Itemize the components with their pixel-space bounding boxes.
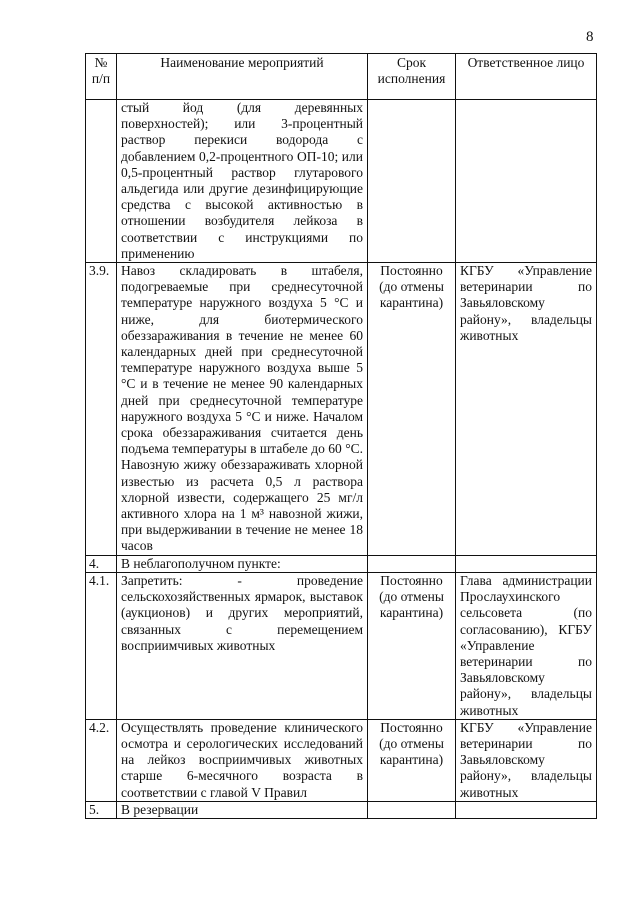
table-row: [86, 555, 597, 572]
row-term: Постоянно (до отмены карантина): [368, 719, 456, 801]
row-number: 4.2.: [86, 719, 117, 801]
table-row: [86, 100, 597, 263]
table-row: [86, 572, 597, 719]
row-responsible: Глава администрации Прослаухинского сельсовета (по согласованию), КГБУ «Управление ветеринарии по Завьяловскому району», владельцы животных: [456, 572, 597, 719]
row-number: 5.: [86, 801, 117, 818]
table-header-row: [86, 54, 597, 100]
row-responsible: [456, 555, 597, 572]
row-measure: Запретить: - проведение сельскохозяйственных ярмарок, выставок (аукционов) и других мероприятий, связанных с перемещением восприимчивых животных: [117, 572, 368, 719]
header-name: Наименование мероприятий: [117, 54, 368, 100]
row-number: 4.: [86, 555, 117, 572]
row-term: [368, 555, 456, 572]
row-measure: стый йод (для деревянных поверхностей); или 3-процентный раствор перекиси водорода с добавлением 0,2-процентного ОП-10; или 0,5-процентный раствор глутарового альдегида или другие дезинфицирующие средства с высокой активностью в отношении возбудителя лейкоза в соответствии с инструкциями по применению: [117, 100, 368, 263]
row-responsible: [456, 100, 597, 263]
table-row: [86, 263, 597, 556]
row-measure: В резервации: [117, 801, 368, 818]
row-term: Постоянно (до отмены карантина): [368, 263, 456, 556]
row-responsible: КГБУ «Управление ветеринарии по Завьяловскому району», владельцы животных: [456, 263, 597, 556]
row-number: 4.1.: [86, 572, 117, 719]
header-num: № п/п: [86, 54, 117, 100]
row-responsible: [456, 801, 597, 818]
header-responsible: Ответственное лицо: [456, 54, 597, 100]
row-measure: В неблагополучном пункте:: [117, 555, 368, 572]
row-term: Постоянно (до отмены карантина): [368, 572, 456, 719]
row-number: [86, 100, 117, 263]
table-row: [86, 801, 597, 818]
row-responsible: КГБУ «Управление ветеринарии по Завьяловскому району», владельцы животных: [456, 719, 597, 801]
row-term: [368, 801, 456, 818]
header-term: Срок исполнения: [368, 54, 456, 100]
table-row: [86, 719, 597, 801]
row-term: [368, 100, 456, 263]
row-measure: Осуществлять проведение клинического осмотра и серологических исследований на лейкоз восприимчивых животных старше 6-месячного возраста в соответствии с главой V Правил: [117, 719, 368, 801]
measures-table: [85, 53, 597, 819]
row-measure: Навоз складировать в штабеля, подогреваемые при среднесуточной температуре наружного воздуха 5 °С и ниже, для биотермического обеззараживания в течение не менее 60 календарных дней при среднесуточной температуре наружного воздуха выше 5 °С и в течение не менее 90 календарных дней при среднесуточной температуре наружного воздуха 5 °С и ниже. Началом срока обеззараживания считается день подъема температуры в штабеле до 60 °С. Навозную жижу обеззараживать хлорной известью из расчета 0,5 л раствора хлорной извести, содержащего 25 мг/л активного хлора на 1 м³ навозной жижи, при выдерживании в течение не менее 18 часов: [117, 263, 368, 556]
row-number: 3.9.: [86, 263, 117, 556]
page-number: 8: [586, 29, 594, 45]
